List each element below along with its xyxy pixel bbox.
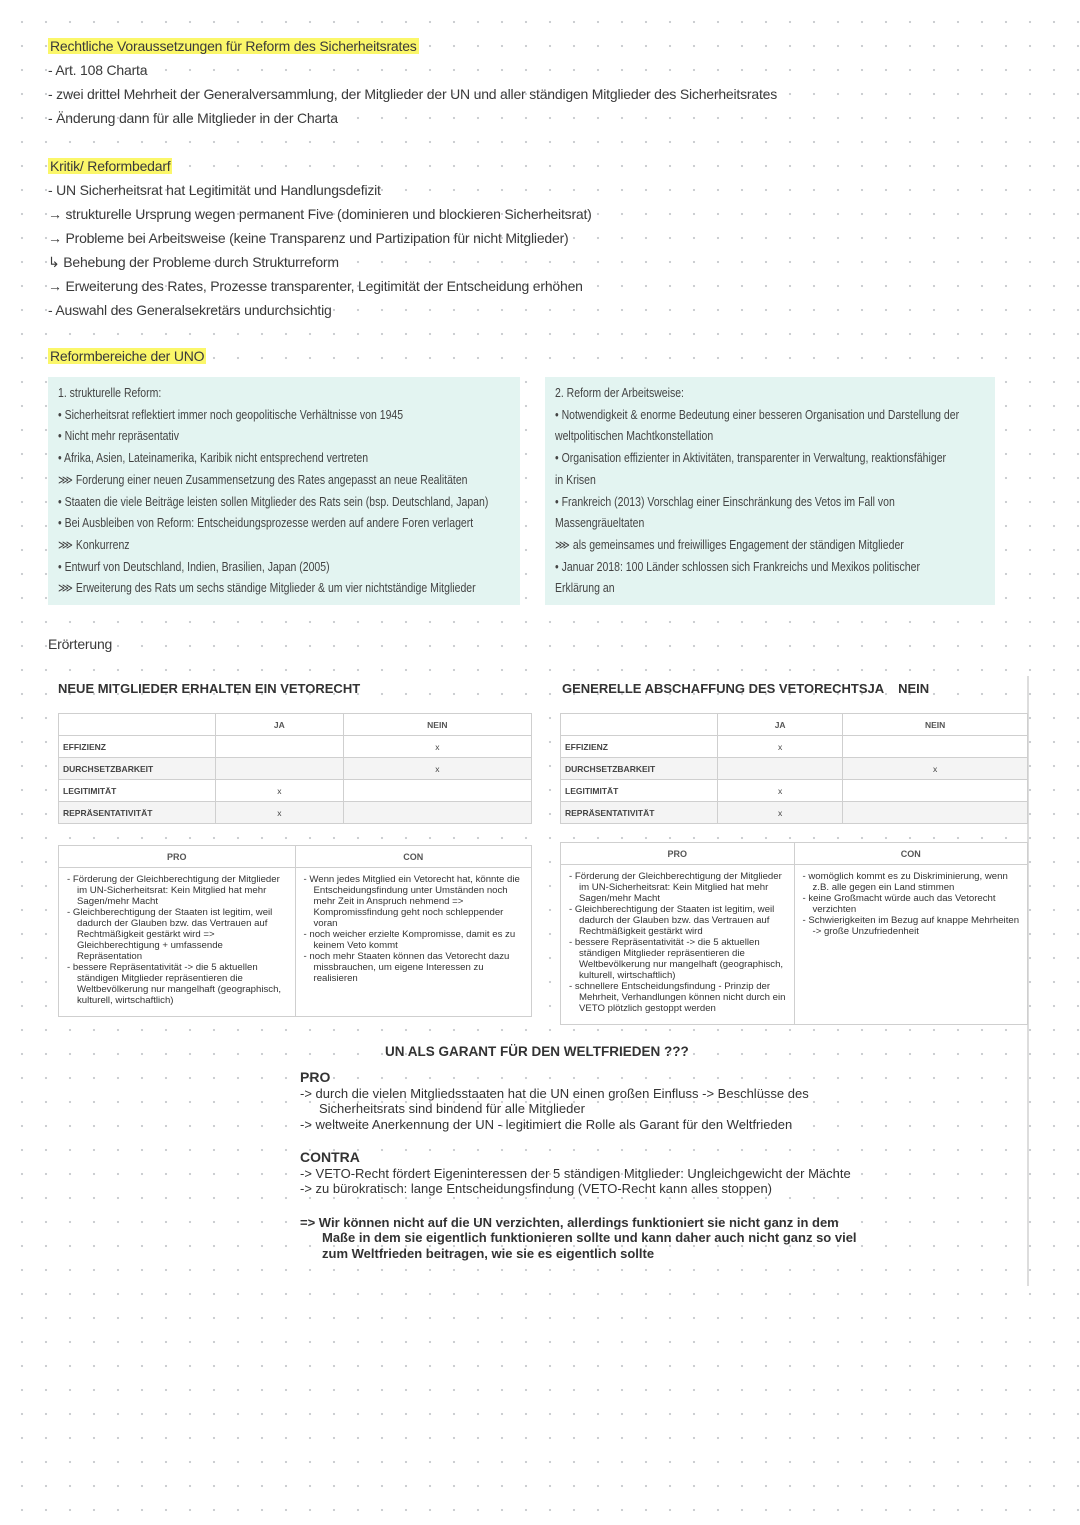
pro-label: PRO (300, 1069, 331, 1085)
table-row (561, 736, 1028, 758)
table-cell: REPRÄSENTATIVITÄT (59, 802, 216, 824)
table-cell (216, 736, 344, 758)
text-line: • Nicht mehr repräsentativ (58, 429, 179, 444)
table-cell: EFFIZIENZ (59, 736, 216, 758)
con-list (794, 865, 1028, 1024)
table-cell (343, 780, 531, 802)
table-cell: DURCHSETZBARKEIT (59, 758, 216, 780)
table2-criteria (560, 713, 1028, 824)
list-item: - noch mehr Staaten können das Vetorecht dazu missbrauchen, um eigene Interessen zu realisieren (302, 951, 526, 984)
structural-reform-box (48, 377, 520, 605)
table-cell: x (343, 736, 531, 758)
table1-title: NEUE MITGLIEDER ERHALTEN EIN VETORECHT (58, 681, 361, 696)
table-cell: Reformbereiche der UNO (50, 348, 205, 364)
table-row (59, 758, 532, 780)
contra-label: CONTRA (300, 1149, 360, 1165)
text-line: in Krisen (555, 472, 596, 487)
table-row (561, 758, 1028, 780)
table-cell: x (843, 758, 1028, 780)
table-cell (343, 802, 531, 824)
corner-cell (561, 714, 718, 736)
table-row (59, 802, 532, 824)
table-cell: Rechtliche Voraussetzungen für Reform des Sicherheitsrates (50, 38, 417, 54)
text-line: ⋙ Forderung einer neuen Zusammensetzung des Rates angepasst an neue Realitäten (58, 472, 468, 487)
table-cell (216, 758, 344, 780)
eroerterung-heading: Erörterung (48, 636, 113, 652)
text-line: - Art. 108 Charta (48, 62, 148, 78)
text-line: 2. Reform der Arbeitsweise: (555, 386, 684, 400)
table-cell: x (718, 736, 843, 758)
un-title: UN ALS GARANT FÜR DEN WELTFRIEDEN ??? (385, 1044, 689, 1059)
text-line: - UN Sicherheitsrat hat Legitimität und Handlungsdefizit (48, 182, 381, 198)
section-heading-kritik (48, 154, 172, 178)
con-header: CON (794, 843, 1028, 864)
text-line: → Erweiterung des Rates, Prozesse transparenter, Legitimität der Entscheidung erhöhen (48, 278, 583, 294)
text-line: Erklärung an (555, 581, 615, 596)
list-item: - Gleichberechtigung der Staaten ist legitim, weil dadurch der Glauben bzw. das Vertrauen auf Rechtmäßigkeit gestärkt wird (567, 904, 788, 937)
list-item: - keine Großmacht würde auch das Vetorecht verzichten (801, 893, 1022, 915)
table-cell: x (216, 780, 344, 802)
text-line: → strukturelle Ursprung wegen permanent Five (dominieren und blockieren Sicherheitsrat) (48, 206, 592, 222)
table-cell: x (343, 758, 531, 780)
text-line: -> zu bürokratisch: lange Entscheidungsfindung (VETO-Recht kann alles stoppen) (300, 1181, 772, 1196)
text-line: Massengräueltaten (555, 516, 645, 531)
table-cell: Kritik/ Reformbedarf (50, 158, 171, 174)
text-line: -> VETO-Recht fördert Eigeninteressen der 5 ständigen Mitglieder: Ungleichgewicht der Mächte (300, 1165, 851, 1181)
table-row (59, 736, 532, 758)
text-line: -> weltweite Anerkennung der UN - legitimiert die Rolle als Garant für den Weltfrieden (300, 1116, 793, 1132)
table2-pro-con (560, 842, 1028, 1025)
text-line: • Januar 2018: 100 Länder schlossen sich Frankreichs und Mexikos politischer (555, 559, 920, 574)
text-line: - Auswahl des Generalsekretärs undurchsichtig (48, 302, 332, 318)
un-section (300, 1062, 860, 1261)
text-line: • Frankreich (2013) Vorschlag einer Einschränkung des Vetos im Fall von (555, 494, 895, 509)
conclusion: => Wir können nicht auf die UN verzichten, allerdings funktioniert sie nicht ganz in dem Maße in dem sie eigentlich funktionieren sollte und kann daher auch nicht ganz so viel zum Weltfrieden beitragen, wie sie es eigentlich sollte (300, 1214, 857, 1261)
pro-list (561, 865, 794, 1024)
table-row (561, 780, 1028, 802)
pro-header: PRO (667, 849, 687, 859)
table-cell: EFFIZIENZ (561, 736, 718, 758)
table-cell: x (216, 802, 344, 824)
section-heading-reform (48, 344, 206, 368)
con-header: CON (295, 846, 532, 867)
list-item: - Gleichberechtigung der Staaten ist legitim, weil dadurch der Glauben bzw. das Vertrauen auf Rechtmäßigkeit gestärkt wird => Gleichberechtigung + umfassende Repräsentation (65, 907, 289, 962)
table-cell (718, 758, 843, 780)
text-line: • Notwendigkeit & enorme Bedeutung einer besseren Organisation und Darstellung der (555, 407, 960, 422)
list-item: - womöglich kommt es zu Diskriminierung, wenn z.B. alle gegen ein Land stimmen (801, 871, 1022, 893)
text-line: ⋙ Erweiterung des Rats um sechs ständige Mitglieder & um vier nichtständige Mitglieder (58, 581, 476, 596)
col-nein: NEIN (843, 714, 1028, 736)
table-cell: LEGITIMITÄT (59, 780, 216, 802)
text-line: 1. strukturelle Reform: (58, 386, 162, 400)
table1-criteria (58, 713, 532, 824)
section-heading-legal (48, 34, 419, 58)
table-row (561, 802, 1028, 824)
table2-title: GENERELLE ABSCHAFFUNG DES VETORECHTSJA NEIN (562, 681, 930, 696)
text-line: weltpolitischen Machtkonstellation (555, 429, 714, 444)
text-line: • Bei Ausbleiben von Reform: Entscheidungsprozesse werden auf andere Foren verlagert (58, 516, 474, 531)
text-line: → Probleme bei Arbeitsweise (keine Transparenz und Partizipation für nicht Mitglieder) (48, 230, 569, 246)
text-line: • Sicherheitsrat reflektiert immer noch geopolitische Verhältnisse von 1945 (58, 407, 404, 422)
list-item: - noch weicher erzielte Kompromisse, damit es zu keinem Veto kommt (302, 929, 526, 951)
list-item: - bessere Repräsentativität -> die 5 aktuellen ständigen Mitglieder repräsentieren die Weltbevölkerung nur mangelhaft (geographisch, kulturell, wirtschaftlich) (65, 962, 289, 1006)
table-cell: x (718, 802, 843, 824)
text-line: ⋙ als gemeinsames und freiwilliges Engagement der ständigen Mitglieder (555, 537, 904, 552)
text-line: - zwei drittel Mehrheit der Generalversammlung, der Mitglieder der UN und aller ständigen Mitglieder des Sicherheitsrates (48, 86, 778, 102)
text-line: • Staaten die viele Beiträge leisten sollen Mitglieder des Rats sein (bsp. Deutschland, Japan) (58, 494, 489, 509)
text-line: • Organisation effizienter in Aktivitäten, transparenter in Verwaltung, reaktionsfähiger (555, 451, 947, 466)
list-item: - bessere Repräsentativität -> die 5 aktuellen ständigen Mitglieder repräsentieren die Weltbevölkerung nur mangelhaft (geographisch, kulturell, wirtschaftlich) (567, 937, 788, 981)
text-line: ↳ Behebung der Probleme durch Strukturreform (48, 254, 339, 270)
table1-pro-con (58, 845, 532, 1017)
pro-list (59, 868, 295, 1016)
con-list (295, 868, 532, 1016)
corner-cell (59, 714, 216, 736)
list-item: - schnellere Entscheidungsfindung - Prinzip der Mehrheit, Verhandlungen können nicht durch ein VETO plötzlich gestoppt werden (567, 981, 788, 1014)
text-line: ⋙ Konkurrenz (58, 537, 130, 552)
table-cell: REPRÄSENTATIVITÄT (561, 802, 718, 824)
table-cell: DURCHSETZBARKEIT (561, 758, 718, 780)
pro-header: PRO (166, 852, 187, 862)
table-cell (843, 736, 1028, 758)
table-row (59, 780, 532, 802)
text-line: -> durch die vielen Mitgliedsstaaten hat die UN einen großen Einfluss -> Beschlüsse des Sicherheitsrats sind bindend für alle Mitglieder (300, 1085, 809, 1116)
table-cell (843, 802, 1028, 824)
table-cell (843, 780, 1028, 802)
work-reform-box (545, 377, 995, 605)
text-line: - Änderung dann für alle Mitglieder in der Charta (48, 110, 338, 126)
text-line: • Afrika, Asien, Lateinamerika, Karibik nicht entsprechend vertreten (58, 451, 369, 466)
list-item: - Förderung der Gleichberechtigung der Mitglieder im UN-Sicherheitsrat: Kein Mitglied hat mehr Sagen/mehr Macht (65, 874, 289, 907)
col-ja: JA (718, 714, 843, 736)
table-cell: x (718, 780, 843, 802)
col-nein: NEIN (343, 714, 531, 736)
col-ja: JA (216, 714, 344, 736)
list-item: - Schwierigkeiten im Bezug auf knappe Mehrheiten -> große Unzufriedenheit (801, 915, 1022, 937)
list-item: - Wenn jedes Mitglied ein Vetorecht hat, könnte die Entscheidungsfindung unter Umständen noch mehr Zeit in Anspruch nehmend => Kompromissfindung geht noch schleppender voran (302, 874, 526, 929)
table-cell: LEGITIMITÄT (561, 780, 718, 802)
list-item: - Förderung der Gleichberechtigung der Mitglieder im UN-Sicherheitsrat: Kein Mitglied hat mehr Sagen/mehr Macht (567, 871, 788, 904)
text-line: • Entwurf von Deutschland, Indien, Brasilien, Japan (2005) (58, 559, 330, 574)
